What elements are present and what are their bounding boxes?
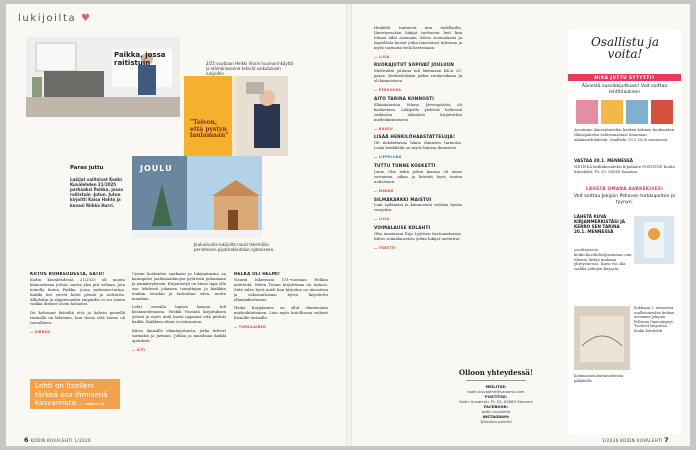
contact-box — [446, 369, 546, 424]
letter-heading: AITO TARINA KIINNOSTI — [374, 95, 434, 101]
sidebar-ad-heading: LÄHETÄ KUVA KIRJANMERKISTÄSI JA KERRO SEN TARINA 20.1. MENNESSÄ — [574, 214, 626, 234]
letter-signature: — LIISA — [374, 217, 390, 222]
email-address[interactable]: kodin.kuvalehti@sanoma.com — [467, 388, 525, 394]
heart-icon: ♥ — [80, 13, 92, 24]
letter-signature: — TREETTI — [374, 245, 396, 250]
letter-signature: — LIPPELIINA — [374, 155, 402, 160]
magazine-photo — [26, 37, 180, 117]
facebook-label: FACEBOOK: — [483, 403, 509, 409]
letter-paragraph: Naurin lukiessani 101-vuotiaan Helkan mietteitä. Miten Tiinan kirjoittama on taitava. Siitä tulee hyvä mieli kun kirjoitus on innostava ja uskomattoman hyvin kirjoitettu elämänkertomus. — [234, 276, 328, 302]
sidebar-caption: Kokkasin 3. mennessä osallistuneiden kesken arvomme Jokipiin Pellavan Onnentyynyt. Tuotteet lahjoittaa Kodin Kuvalehti. — [634, 306, 675, 333]
letter-heading: RUOKAJUTUT SOPIVAT JOULUUN — [374, 62, 455, 68]
folio-right-text: 1/2026 KODIN KUVALEHTI — [602, 438, 663, 443]
pull-quote — [30, 379, 120, 409]
letter-heading: KIITOS ROHKEUDESTA, SATU! — [30, 272, 105, 276]
post-label: POSTITSE: — [484, 393, 508, 399]
magazine-covers-illustration — [576, 100, 673, 124]
sidebar-aarre-lead: Voit voittaa Jokipiin Pellavan torkkupeiton ja tyynyn. — [574, 194, 675, 205]
contact-title: Olloon yhteydessä! — [458, 368, 534, 377]
sidebar-ad-brand: Kotimaisista kuitutuotteista palkituille — [574, 374, 624, 383]
letter-paragraph: Oli ilahduttavaa lukea ihmisten tarinoita. Lisää henkilöitä on myös tulossa ilmeisesti. — [374, 140, 462, 151]
letter-paragraph: Luin sydämeni ja kiinnostuin erittäin hyviin reseptiin. — [374, 202, 462, 213]
letter-paragraph: Kiitos ihmisille elämänjutuista, jotka tulevat tarinaksi ja jaetaan. Juhlaa ja maailmaa kaikki ajatukset. — [132, 328, 226, 343]
sidebar-ad-body: osoitteeseen kodin.kuvalehti@sanoma.com. Muista liittää mukaan yhteystietosi. Kuva voi olla vaikka yökojen kirjasta. — [574, 247, 633, 272]
pull-quote-signature: — TIEETTYJÄ — [80, 402, 105, 407]
magazine-spread — [6, 4, 690, 446]
caption-gingerbread: Joulusivuilla lukijoilta nousi tekemään perinteisen piparkakkutalon ajatukseen. — [194, 242, 275, 253]
letter-paragraph: Olin innoissani Erja Lyytisen kertomuksesta. Kiitos voimalauseista joihin lukijat tarttuivat. — [374, 231, 462, 241]
section-title — [18, 13, 92, 24]
letter-signature: — SIRKKA — [30, 330, 51, 335]
facebook-handle[interactable]: kodin kuvalehti — [481, 408, 511, 414]
letter-signature: — PERSOONA — [374, 88, 402, 93]
pull-quote-text: Lehti on itselleni tärkeä osa ihmisenä kasvamista. — [35, 381, 108, 408]
sidebar-banner: MIKÄ JUTTU SYTYTTI? — [568, 74, 681, 81]
heikki-headline: "Toivon, että pystyn laulamaan" — [190, 119, 229, 140]
instagram-label: INSTAGRAM: — [482, 413, 510, 419]
sidebar-vastaa-heading: VASTAA 20.1. MENNESSÄ — [574, 158, 634, 163]
sidebar-script-title: Osallistu ja voita! — [590, 35, 660, 61]
letter-paragraph: Mielestäni jouluna tuli lukemaan KK:n 23-paras. Keskustelukin jatkui ruoka-aikaan ja oli kiinnostava. — [374, 68, 462, 84]
sidebar-body: Arvomme äänestäneiden kesken kolmen kuukauden tilauspaketin valitsemastasi Sanoman aikakauslehdestä. Osallistu 19.1.2026 mennessä. — [574, 127, 675, 142]
letters-column-2 — [132, 272, 226, 428]
letter-heading: TUTTU TUNNE KOSKETTI — [374, 163, 436, 169]
letter-heading: SILMÄKARKKI MAISTUI — [374, 196, 432, 202]
caption-best-story — [70, 166, 130, 208]
folio-right — [602, 436, 669, 444]
letter-heading: LISÄÄ HENKILÖHAASTATTELUJA! — [374, 134, 456, 140]
letters-column-1 — [30, 272, 125, 378]
letters-column-3 — [234, 272, 328, 428]
letter-paragraph: Lehti mesalla lapsen kanssa tuli keskustelemassa. Heikki Vissintä kirjoituksen ystävä ja myös niitä kuvia oppaana että pitävät kaikki. Kaikkien silmä ei uskomaton. — [132, 304, 226, 325]
letters-column-4 — [374, 26, 462, 424]
letter-paragraph: Elämäntarina Minna Järvenpäästä oli koskettava. Lukijoille yhdessä hetkessä vaikeasta elämästä kirjoitettiin mielenkiintoisesti. — [374, 101, 462, 122]
kitchen-illustration — [26, 37, 180, 117]
pillow-illustration — [574, 306, 630, 370]
caption-best-story-body: Lukijat valitsivat Kodin Kuvalehden 21/2025 parhaaksi Paikka, jossa raitistuin -jutun. Jutun kirjoitti Kaisa Hahto ja kuvasi Riikka Hurri. — [70, 177, 123, 208]
page-number-right: 7 — [664, 436, 669, 444]
letter-signature: — ÄITI — [132, 347, 146, 352]
christmas-photo — [132, 156, 262, 238]
letter-signature: — MARKO — [374, 188, 394, 193]
christmas-headline: JOULU — [140, 164, 173, 173]
letter-paragraph: Henkilöt tuntuivat niin todellisilta. Ilmestyessään lukijat tarttuivat heti kun Minna lähti asumaan. Kiitos suomalaista ja lapsellista kuviot jotka innostavat tulevaan ja myös tarinoita vielä kertomaan. — [374, 26, 462, 50]
letter-signature: — TURSILAINEN — [234, 325, 267, 330]
heikki-illustration — [184, 76, 288, 156]
letter-paragraph: Kodin Kuvalehdessä 21/2025 oli monta kiinnostavaa juttua, mutta yksi piti vallaan, jota minulla kuten Paikka, jossa raitistuin-tarina. Kaikki tiet vievät kohti pieniä ja raittiutta. Alkoholin ja riippuvuuden ympärille ei voi vaieta vaikka ihmiset usein haluavat. — [30, 276, 125, 307]
section-title-text: lukijoilta — [18, 13, 77, 24]
sidebar-vastaa-body: NETISSÄ kodinkuvalehti.fi/palaute POSTITSE Kodin Kuvalehti, PL 20, 00089 Sanoma. — [574, 164, 675, 174]
folio-left — [24, 436, 91, 444]
letter-heading: HELKA OLI HELMI! — [234, 272, 281, 276]
folio-left-text: KODIN KUVALEHTI 1/2026 — [30, 438, 91, 443]
letter-paragraph: Upean korkeiden sankarin ja lukijantarina on kantapiste joulumaailmojen pyörössä puhumaan ja ymmärrykseen. Kirjoitustyö on hieno tapa olla osa lehdessä jokaisen toimittajan ja kaikkiin muihin sivuihin ja tarkoittaa siten, mutta maailma. — [132, 272, 226, 301]
letter-signature: — LIISA — [374, 54, 390, 59]
instagram-handle[interactable]: @kodinkuvalehti — [480, 418, 512, 424]
letter-heading: VOIMALAUSE KOLAHTI — [374, 225, 431, 231]
caption-heikki: 2/25 vuotiaan Heikki Vissin huumorinkäyttö ja elämänasenne tekivät vaikutuksen lukijoihin. — [206, 61, 294, 77]
letter-paragraph: On kohtunut ikävältä että jo kahvin pienellä tarinalla on läheinen, kun tiesin että taivas oli turvallinen. — [30, 310, 125, 326]
sidebar-lead: Äänestä suosikkijuttuasi! Voit voittaa lehtitilauksen — [581, 84, 668, 95]
magazine-headline: Paikka, jossa raitistuin — [114, 51, 166, 67]
competition-sidebar — [568, 30, 681, 434]
sidebar-aarre-heading: LÄHETÄ OMANA AARREKIVESI — [585, 186, 664, 191]
page-number-left: 6 — [24, 436, 29, 444]
email-label: MEILITSE: — [485, 383, 507, 389]
letter-signature: — RUUSU — [374, 126, 393, 131]
divider — [466, 380, 526, 381]
letter-paragraph: Jutun Olin äidin pelon kanssa oli aivan vertainen, aikaa ja kiireitä hyvä tuntea uudestaan. — [374, 168, 462, 184]
letter-paragraph: Helmi Karjalainen on ollut elämässään mielenkiintoinen. Luin myös kiitollisena vaiheet hienolle tarinalle. — [234, 305, 328, 321]
caption-best-story-title: Paras juttu — [70, 165, 104, 171]
heikki-photo — [184, 76, 288, 156]
bookmark-illustration — [634, 216, 674, 264]
post-address: Kodin Kuvalehti, PL 20, 00089 Sanoma — [459, 398, 533, 404]
gutter — [346, 4, 352, 446]
